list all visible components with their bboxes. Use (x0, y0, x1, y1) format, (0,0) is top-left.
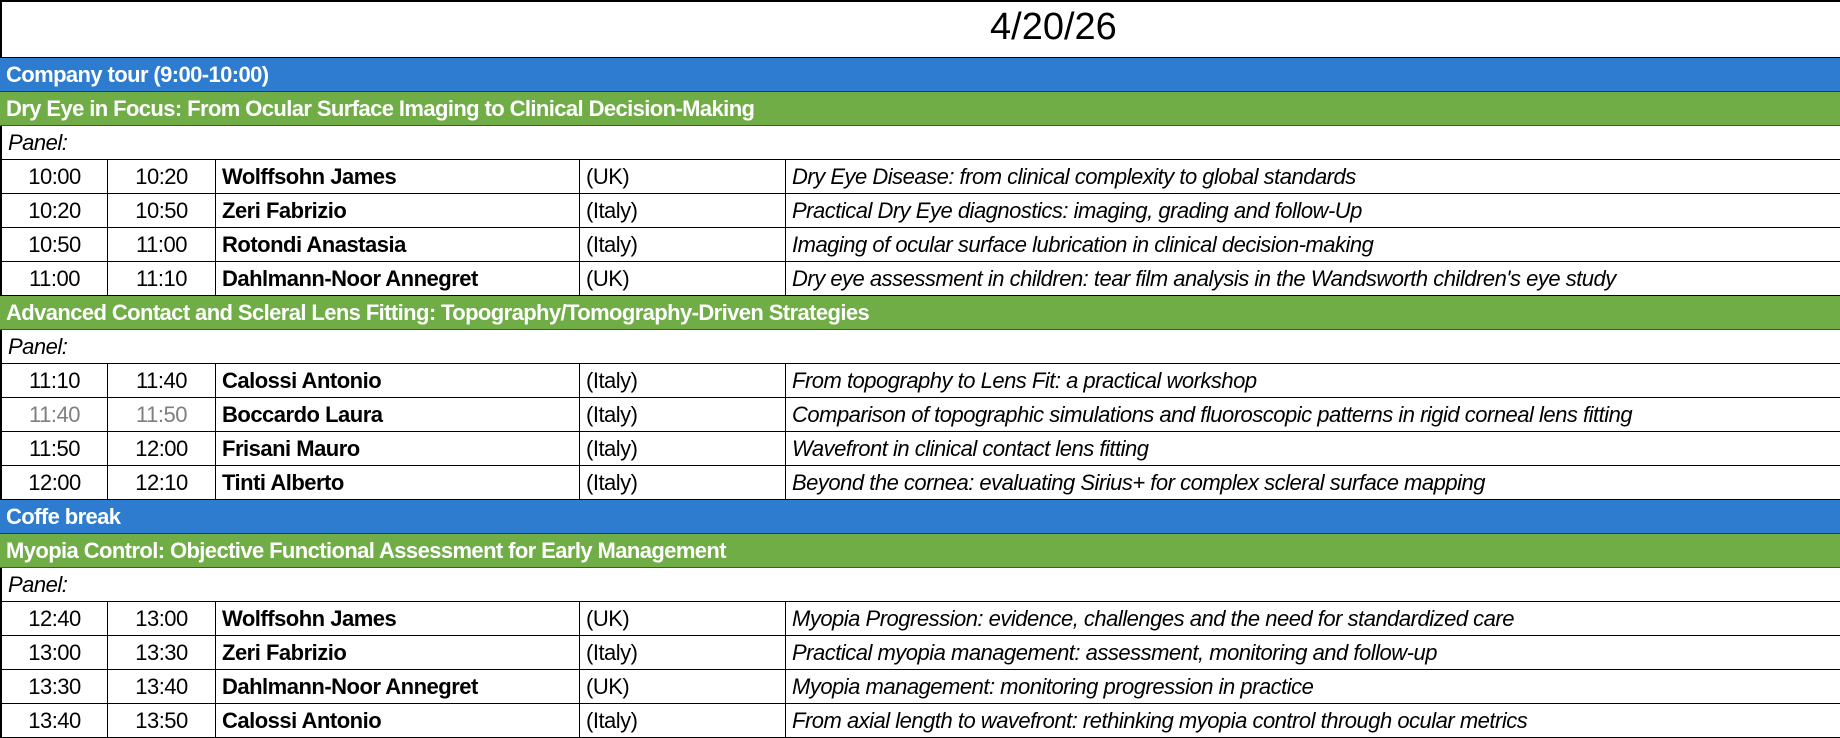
speaker-name: Calossi Antonio (216, 364, 580, 397)
start-time: 13:00 (2, 636, 108, 669)
speaker-name: Rotondi Anastasia (216, 228, 580, 261)
speaker-name: Dahlmann-Noor Annegret (216, 670, 580, 703)
end-time: 11:50 (108, 398, 216, 431)
talk-title: Comparison of topographic simulations and fluoroscopic patterns in rigid corneal lens fitting (792, 402, 1633, 427)
speaker-country: (Italy) (580, 194, 786, 227)
session-header: Advanced Contact and Scleral Lens Fitting: Topography/Tomography-Driven Strategies (0, 296, 1840, 330)
start-time: 10:00 (2, 160, 108, 193)
talk-row (0, 670, 1840, 704)
speaker-name: Dahlmann-Noor Annegret (216, 262, 580, 295)
speaker-country: (Italy) (580, 636, 786, 669)
end-time: 12:00 (108, 432, 216, 465)
session-header: Dry Eye in Focus: From Ocular Surface Imaging to Clinical Decision-Making (0, 92, 1840, 126)
talk-title: Practical Dry Eye diagnostics: imaging, grading and follow-Up (792, 198, 1362, 223)
talk-row (0, 398, 1840, 432)
talk-row (0, 194, 1840, 228)
speaker-name: Calossi Antonio (216, 704, 580, 737)
speaker-name: Wolffsohn James (216, 160, 580, 193)
talk-row (0, 602, 1840, 636)
speaker-country: (Italy) (580, 704, 786, 737)
end-time: 13:50 (108, 704, 216, 737)
talk-title: Dry eye assessment in children: tear film analysis in the Wandsworth children's eye study (792, 266, 1616, 291)
date-header-row (0, 0, 1840, 58)
talk-title: Practical myopia management: assessment, monitoring and follow-up (792, 640, 1437, 665)
end-time: 10:20 (108, 160, 216, 193)
panel-label: Panel: (0, 568, 1840, 602)
talk-title: Myopia management: monitoring progression in practice (792, 674, 1314, 699)
talk-title: Beyond the cornea: evaluating Sirius+ for complex scleral surface mapping (792, 470, 1485, 495)
speaker-country: (UK) (580, 670, 786, 703)
talk-row (0, 636, 1840, 670)
speaker-name: Wolffsohn James (216, 602, 580, 635)
break-band: Company tour (9:00-10:00) (0, 58, 1840, 92)
end-time: 13:40 (108, 670, 216, 703)
speaker-name: Zeri Fabrizio (216, 636, 580, 669)
speaker-country: (Italy) (580, 398, 786, 431)
session-header: Myopia Control: Objective Functional Assessment for Early Management (0, 534, 1840, 568)
talk-title: Wavefront in clinical contact lens fitting (792, 436, 1149, 461)
start-time: 11:00 (2, 262, 108, 295)
end-time: 13:00 (108, 602, 216, 635)
talk-title: Imaging of ocular surface lubrication in clinical decision-making (792, 232, 1374, 257)
panel-label: Panel: (0, 330, 1840, 364)
schedule-rows (0, 58, 1840, 738)
speaker-country: (UK) (580, 602, 786, 635)
start-time: 11:10 (2, 364, 108, 397)
break-band: Coffe break (0, 500, 1840, 534)
talk-row (0, 160, 1840, 194)
speaker-name: Tinti Alberto (216, 466, 580, 499)
talk-row (0, 466, 1840, 500)
talk-title: From axial length to wavefront: rethinking myopia control through ocular metrics (792, 708, 1528, 733)
start-time: 10:20 (2, 194, 108, 227)
speaker-country: (UK) (580, 160, 786, 193)
start-time: 12:00 (2, 466, 108, 499)
talk-row (0, 432, 1840, 466)
talk-row (0, 262, 1840, 296)
speaker-country: (Italy) (580, 364, 786, 397)
talk-row (0, 228, 1840, 262)
talk-row (0, 704, 1840, 738)
speaker-name: Boccardo Laura (216, 398, 580, 431)
talk-title: Dry Eye Disease: from clinical complexity to global standards (792, 164, 1356, 189)
speaker-country: (Italy) (580, 228, 786, 261)
date-label: 4/20/26 (990, 6, 1117, 48)
end-time: 13:30 (108, 636, 216, 669)
talk-title: From topography to Lens Fit: a practical workshop (792, 368, 1257, 393)
start-time: 13:30 (2, 670, 108, 703)
start-time: 10:50 (2, 228, 108, 261)
end-time: 11:10 (108, 262, 216, 295)
start-time: 13:40 (2, 704, 108, 737)
talk-title: Myopia Progression: evidence, challenges and the need for standardized care (792, 606, 1514, 631)
speaker-name: Zeri Fabrizio (216, 194, 580, 227)
start-time: 12:40 (2, 602, 108, 635)
panel-label: Panel: (0, 126, 1840, 160)
start-time: 11:40 (2, 398, 108, 431)
speaker-country: (UK) (580, 262, 786, 295)
end-time: 12:10 (108, 466, 216, 499)
speaker-name: Frisani Mauro (216, 432, 580, 465)
start-time: 11:50 (2, 432, 108, 465)
speaker-country: (Italy) (580, 466, 786, 499)
end-time: 11:00 (108, 228, 216, 261)
end-time: 11:40 (108, 364, 216, 397)
talk-row (0, 364, 1840, 398)
speaker-country: (Italy) (580, 432, 786, 465)
end-time: 10:50 (108, 194, 216, 227)
